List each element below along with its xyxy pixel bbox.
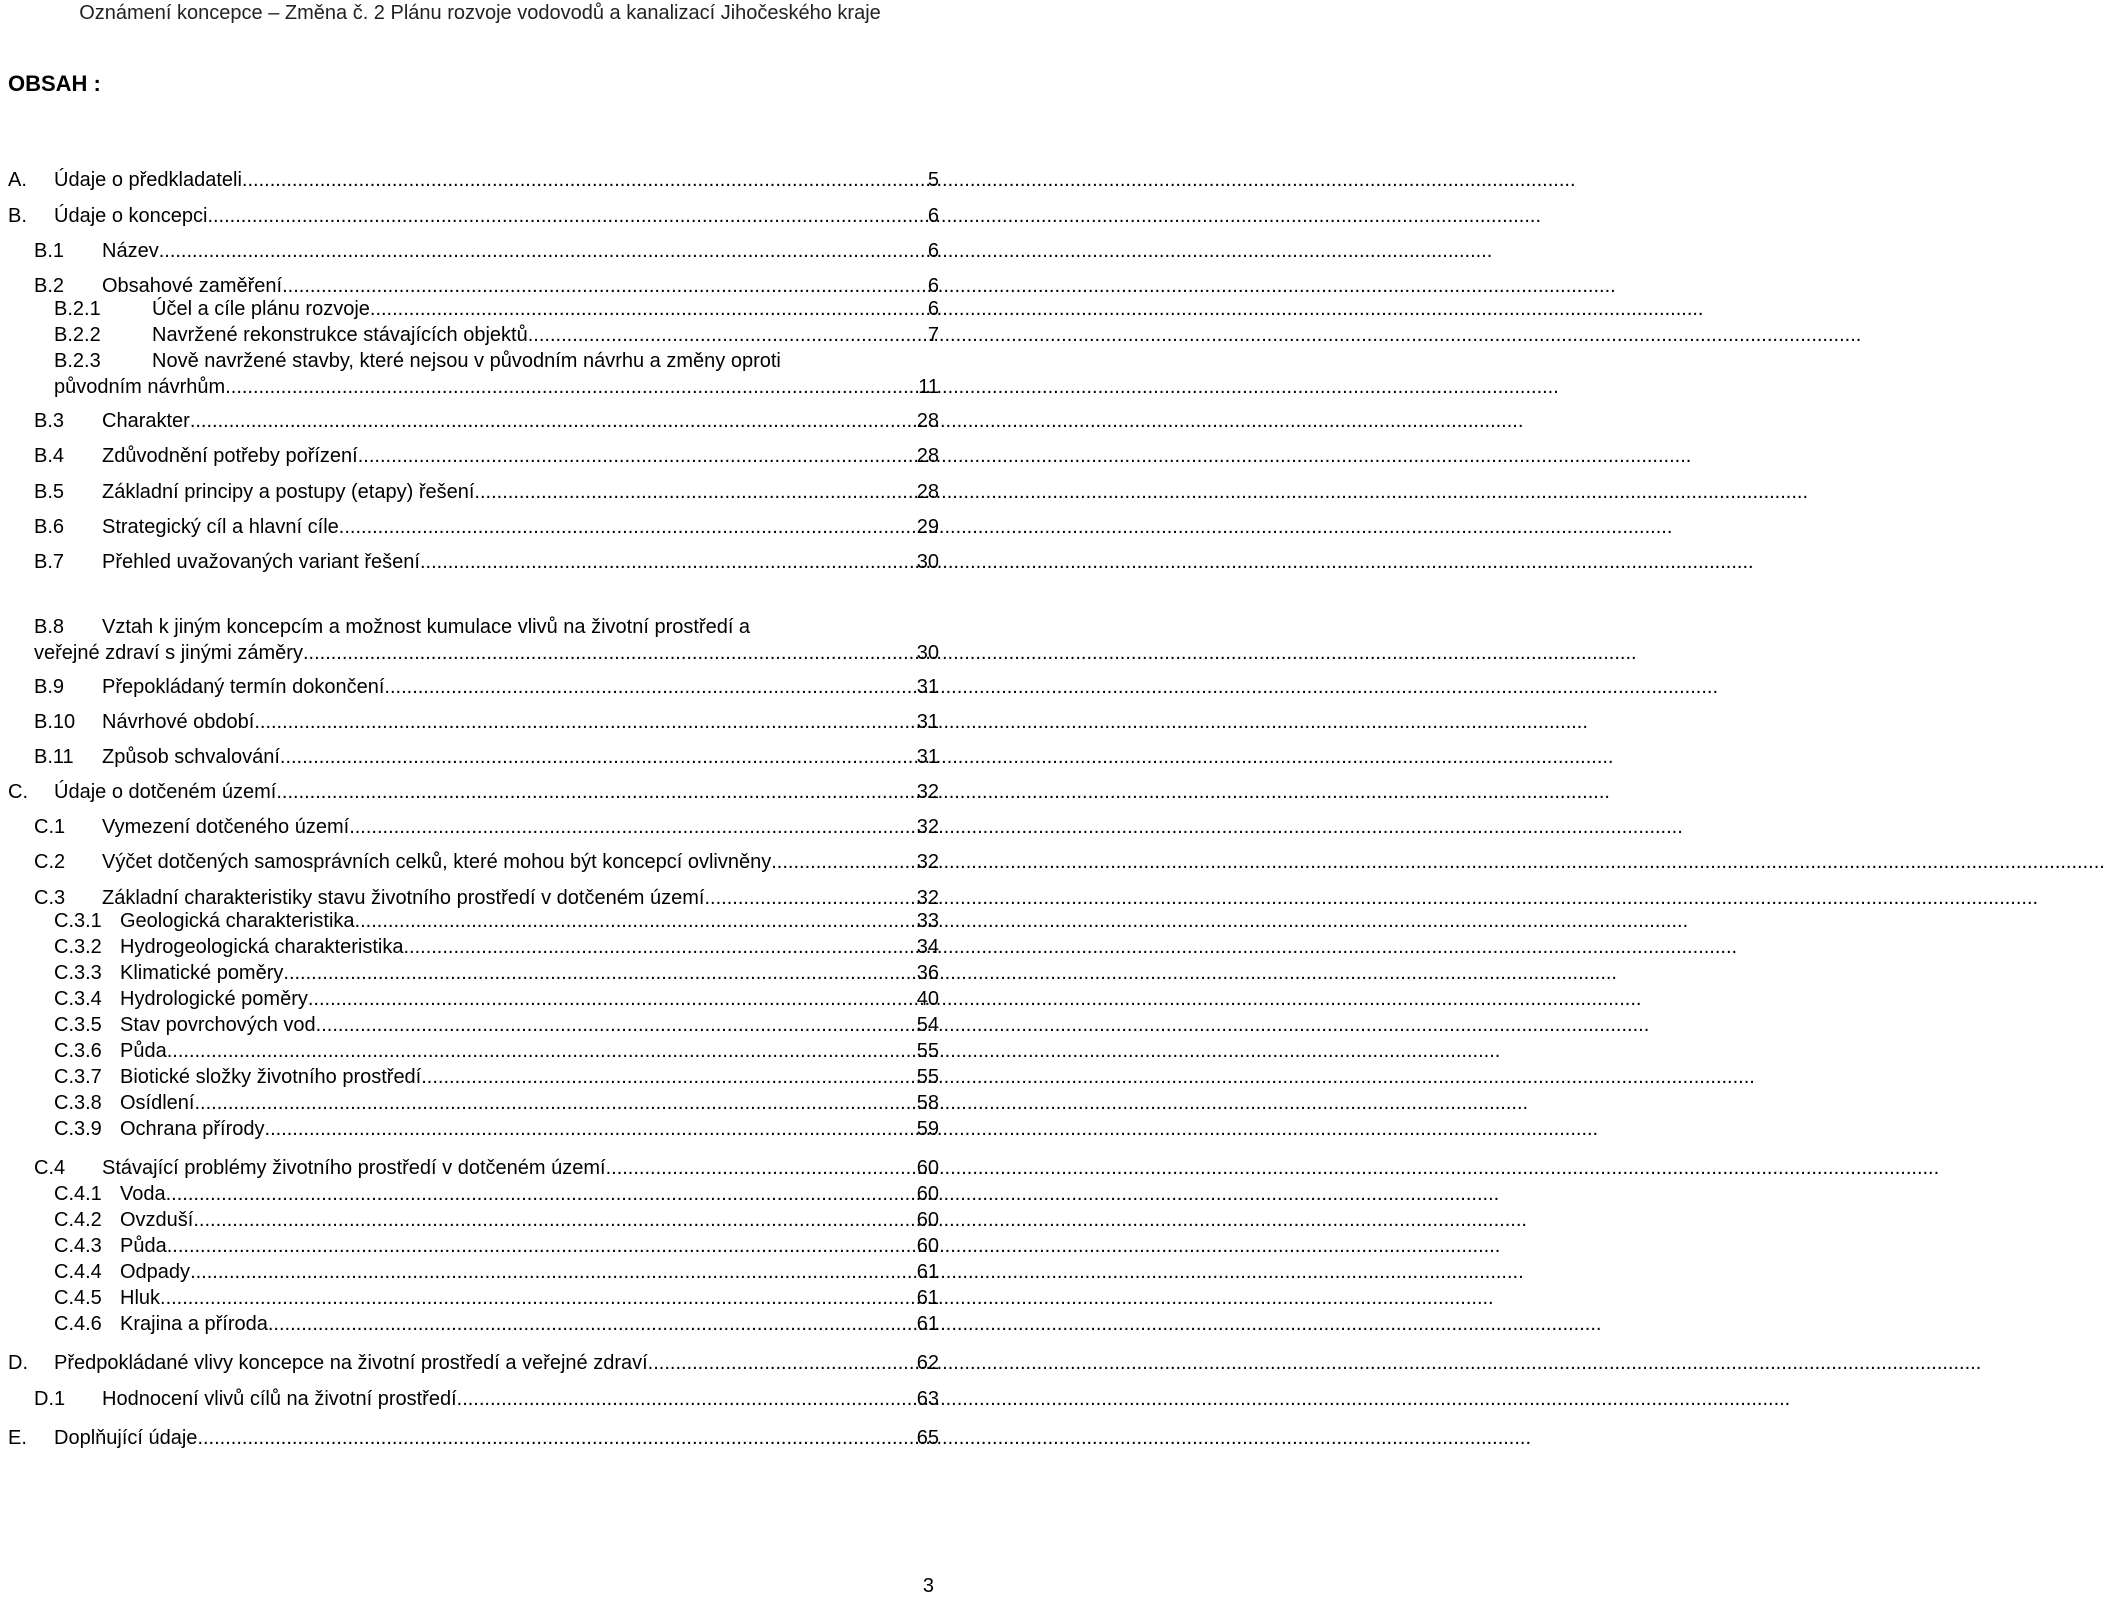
toc-entry[interactable]: [102, 1155, 939, 1181]
toc-number[interactable]: B.: [8, 205, 27, 227]
leader-dots: [474, 479, 916, 505]
toc-title[interactable]: Půda: [120, 1235, 167, 1257]
toc-title[interactable]: Účel a cíle plánu rozvoje: [152, 298, 370, 320]
toc-page[interactable]: 60: [916, 1183, 939, 1205]
toc-entry[interactable]: [152, 322, 939, 348]
toc-entry[interactable]: [102, 1386, 939, 1412]
toc-title[interactable]: Údaje o předkladateli: [54, 169, 242, 191]
toc-number[interactable]: C.4: [34, 1157, 66, 1179]
toc-page[interactable]: 60: [916, 1209, 939, 1231]
leader-dots: [225, 374, 918, 400]
toc-number[interactable]: B.3: [34, 410, 65, 432]
toc-title[interactable]: Návrhové období: [102, 711, 255, 733]
toc-page[interactable]: 63: [916, 1388, 939, 1410]
toc-page[interactable]: 36: [916, 962, 939, 984]
leader-dots: [370, 296, 928, 322]
toc-title[interactable]: Přepokládaný termín dokončení: [102, 676, 385, 698]
leader-dots: [268, 1311, 917, 1337]
toc-title[interactable]: Vztah k jiným koncepcím a možnost kumulace vlivů na životní prostředí a: [102, 616, 751, 638]
table-of-contents: [0, 0, 960, 1608]
toc-number[interactable]: C.3.2: [54, 936, 102, 958]
toc-entry[interactable]: [120, 1116, 939, 1142]
toc-page[interactable]: 33: [916, 910, 939, 932]
toc-entry[interactable]: [54, 1425, 939, 1451]
toc-title[interactable]: Hodnocení vlivů cílů na životní prostředí: [102, 1388, 457, 1410]
toc-title[interactable]: Údaje o koncepci: [54, 205, 208, 227]
toc-number[interactable]: B.6: [34, 516, 65, 538]
leader-dots: [457, 1386, 917, 1412]
toc-entry[interactable]: [102, 408, 939, 434]
toc-title[interactable]: Biotické složky životního prostředí: [120, 1066, 422, 1088]
toc-page[interactable]: 32: [916, 816, 939, 838]
toc-number[interactable]: B.1: [34, 240, 65, 262]
leader-dots: [194, 1090, 916, 1116]
toc-page[interactable]: 31: [916, 676, 939, 698]
toc-entry[interactable]: [120, 1038, 939, 1064]
toc-title[interactable]: Předpokládané vlivy koncepce na životní prostředí a veřejné zdraví: [54, 1352, 648, 1374]
toc-title[interactable]: Způsob schvalování: [102, 746, 280, 768]
toc-entry[interactable]: [54, 167, 939, 193]
leader-dots: [421, 1064, 917, 1090]
toc-page[interactable]: 5: [927, 169, 939, 191]
leader-dots: [303, 640, 917, 666]
toc-title[interactable]: Hydrogeologická charakteristika: [120, 936, 404, 958]
toc-title[interactable]: Ochrana přírody: [120, 1118, 265, 1140]
toc-number[interactable]: C.: [8, 781, 28, 803]
toc-number[interactable]: B.8: [34, 616, 65, 638]
toc-title[interactable]: Přehled uvažovaných variant řešení: [102, 551, 420, 573]
toc-entry[interactable]: [102, 744, 939, 770]
toc-page[interactable]: 32: [916, 781, 939, 803]
toc-page[interactable]: 28: [916, 481, 939, 503]
toc-title[interactable]: Nově navržené stavby, které nejsou v původním návrhu a změny oproti: [152, 350, 781, 372]
toc-title[interactable]: Základní principy a postupy (etapy) řešení: [102, 481, 475, 503]
toc-title[interactable]: Výčet dotčených samosprávních celků, které mohou být koncepcí ovlivněny: [102, 851, 772, 873]
contents-heading: OBSAH :: [8, 71, 101, 96]
toc-number[interactable]: C.4.3: [54, 1235, 102, 1257]
toc-title[interactable]: Stav povrchových vod: [120, 1014, 316, 1036]
toc-number[interactable]: D.: [8, 1352, 28, 1374]
toc-page[interactable]: 55: [916, 1040, 939, 1062]
leader-dots: [384, 674, 916, 700]
toc-number[interactable]: B.11: [34, 746, 74, 768]
toc-page[interactable]: 60: [916, 1235, 939, 1257]
leader-dots: [358, 443, 917, 469]
leader-dots: [355, 908, 917, 934]
toc-entry[interactable]: [54, 1350, 939, 1376]
toc-page[interactable]: 31: [916, 746, 939, 768]
toc-entry[interactable]: [34, 640, 939, 666]
toc-entry[interactable]: [54, 203, 939, 229]
toc-title[interactable]: Voda: [120, 1183, 166, 1205]
toc-number[interactable]: C.3.1: [54, 910, 102, 932]
toc-page[interactable]: 62: [916, 1352, 939, 1374]
toc-title[interactable]: Název: [102, 240, 159, 262]
toc-page[interactable]: 61: [916, 1287, 939, 1309]
toc-title[interactable]: Geologická charakteristika: [120, 910, 355, 932]
toc-title[interactable]: Osídlení: [120, 1092, 195, 1114]
toc-entry[interactable]: [120, 934, 939, 960]
leader-dots: [308, 986, 917, 1012]
toc-number[interactable]: B.7: [34, 551, 65, 573]
toc-number[interactable]: B.2.2: [54, 324, 101, 346]
toc-entry[interactable]: [120, 1259, 939, 1285]
toc-number[interactable]: C.3.3: [54, 962, 102, 984]
toc-number[interactable]: E.: [8, 1427, 27, 1449]
toc-page[interactable]: 61: [916, 1313, 939, 1335]
toc-page[interactable]: 11: [918, 376, 939, 398]
toc-page[interactable]: 31: [916, 711, 939, 733]
toc-entry[interactable]: [120, 1233, 939, 1259]
leader-dots: [403, 934, 916, 960]
toc-title[interactable]: Hluk: [120, 1287, 161, 1309]
toc-title[interactable]: Strategický cíl a hlavní cíle: [102, 516, 339, 538]
leader-dots: [167, 1038, 917, 1064]
leader-dots: [254, 709, 916, 735]
leader-dots: [159, 238, 928, 264]
toc-number[interactable]: C.3: [34, 887, 66, 909]
leader-dots: [283, 960, 916, 986]
leader-dots: [339, 514, 917, 540]
toc-title[interactable]: Navržené rekonstrukce stávajících objektů: [152, 324, 528, 346]
leader-dots: [276, 779, 916, 805]
toc-page[interactable]: 55: [916, 1066, 939, 1088]
leader-dots: [606, 1155, 917, 1181]
running-header: Oznámení koncepce – Změna č. 2 Plánu rozvoje vodovodů a kanalizací Jihočeského kraje: [79, 2, 881, 24]
toc-title[interactable]: Půda: [120, 1040, 167, 1062]
toc-entry[interactable]: [102, 514, 939, 540]
toc-number[interactable]: C.3.4: [54, 988, 102, 1010]
toc-entry[interactable]: [102, 709, 939, 735]
toc-number[interactable]: C.4.6: [54, 1313, 102, 1335]
toc-number[interactable]: B.2: [34, 275, 65, 297]
toc-page[interactable]: 40: [916, 988, 939, 1010]
toc-number[interactable]: C.3.8: [54, 1092, 102, 1114]
toc-title[interactable]: Obsahové zaměření: [102, 275, 283, 297]
leader-dots: [197, 1425, 916, 1451]
toc-entry[interactable]: [152, 296, 939, 322]
toc-number[interactable]: C.1: [34, 816, 66, 838]
toc-number[interactable]: B.5: [34, 481, 65, 503]
leader-dots: [420, 549, 917, 575]
toc-title[interactable]: Hydrologické poměry: [120, 988, 308, 1010]
toc-number[interactable]: B.4: [34, 445, 65, 467]
toc-number[interactable]: B.10: [34, 711, 76, 733]
toc-entry[interactable]: [102, 443, 939, 469]
leader-dots: [648, 1350, 917, 1376]
toc-title[interactable]: Základní charakteristiky stavu životního prostředí v dotčeném území: [102, 887, 705, 909]
toc-entry[interactable]: [102, 238, 939, 264]
toc-entry[interactable]: [120, 960, 939, 986]
toc-title-continuation[interactable]: veřejné zdraví s jinými záměry: [34, 642, 303, 664]
toc-page[interactable]: 6: [927, 298, 939, 320]
leader-dots: [207, 203, 927, 229]
toc-entry[interactable]: [120, 1012, 939, 1038]
toc-entry[interactable]: [102, 674, 939, 700]
toc-entry[interactable]: [102, 814, 939, 840]
toc-title[interactable]: Údaje o dotčeném území: [54, 781, 277, 803]
toc-title[interactable]: Odpady: [120, 1261, 191, 1283]
toc-page[interactable]: 30: [916, 642, 939, 664]
leader-dots: [265, 1116, 917, 1142]
toc-page[interactable]: 59: [916, 1118, 939, 1140]
toc-entry[interactable]: [120, 1311, 939, 1337]
page-number: 3: [922, 1575, 934, 1597]
toc-page[interactable]: 34: [916, 936, 939, 958]
toc-page[interactable]: 65: [916, 1427, 939, 1449]
toc-page[interactable]: 28: [916, 410, 939, 432]
leader-dots: [160, 1285, 917, 1311]
toc-page[interactable]: 61: [916, 1261, 939, 1283]
toc-number[interactable]: C.4.1: [54, 1183, 102, 1205]
toc-entry[interactable]: [120, 908, 939, 934]
toc-entry[interactable]: [54, 779, 939, 805]
toc-entry[interactable]: [102, 479, 939, 505]
toc-number[interactable]: B.9: [34, 676, 65, 698]
toc-entry[interactable]: [102, 549, 939, 575]
toc-page[interactable]: 6: [927, 240, 939, 262]
toc-page[interactable]: 60: [916, 1157, 939, 1179]
toc-number[interactable]: B.2.1: [54, 298, 101, 320]
toc-entry[interactable]: [102, 849, 939, 875]
toc-entry[interactable]: [120, 1207, 939, 1233]
toc-title[interactable]: Ovzduší: [120, 1209, 194, 1231]
leader-dots: [316, 1012, 917, 1038]
toc-title[interactable]: Doplňující údaje: [54, 1427, 198, 1449]
toc-entry[interactable]: [54, 374, 939, 400]
toc-page[interactable]: 54: [916, 1014, 939, 1036]
toc-title[interactable]: Charakter: [102, 410, 190, 432]
leader-dots: [190, 1259, 917, 1285]
toc-number[interactable]: C.4.2: [54, 1209, 102, 1231]
toc-number[interactable]: B.2.3: [54, 350, 101, 372]
toc-number[interactable]: A.: [8, 169, 27, 191]
toc-title[interactable]: Vymezení dotčeného území: [102, 816, 350, 838]
toc-title[interactable]: Krajina a příroda: [120, 1313, 268, 1335]
toc-page[interactable]: 32: [916, 887, 939, 909]
leader-dots: [349, 814, 917, 840]
toc-entry[interactable]: [120, 1181, 939, 1207]
toc-page[interactable]: 58: [916, 1092, 939, 1114]
toc-page[interactable]: 28: [916, 445, 939, 467]
toc-number[interactable]: C.3.6: [54, 1040, 102, 1062]
leader-dots: [166, 1181, 917, 1207]
toc-title-continuation[interactable]: původním návrhům: [54, 376, 226, 398]
toc-entry[interactable]: [120, 1064, 939, 1090]
toc-number[interactable]: C.2: [34, 851, 66, 873]
leader-dots: [242, 167, 928, 193]
toc-page[interactable]: 7: [927, 324, 939, 346]
toc-page[interactable]: 6: [927, 275, 939, 297]
toc-number[interactable]: D.1: [34, 1388, 66, 1410]
leader-dots: [771, 849, 917, 875]
leader-dots: [190, 408, 917, 434]
toc-title[interactable]: Zdůvodnění potřeby pořízení: [102, 445, 358, 467]
toc-title[interactable]: Stávající problémy životního prostředí v dotčeném území: [102, 1157, 606, 1179]
toc-number[interactable]: C.3.5: [54, 1014, 102, 1036]
toc-entry[interactable]: [120, 986, 939, 1012]
toc-number[interactable]: C.3.7: [54, 1066, 102, 1088]
leader-dots: [167, 1233, 917, 1259]
leader-dots: [193, 1207, 916, 1233]
toc-number[interactable]: C.4.5: [54, 1287, 102, 1309]
toc-title[interactable]: Klimatické poměry: [120, 962, 284, 984]
toc-page[interactable]: 30: [916, 551, 939, 573]
toc-page[interactable]: 6: [927, 205, 939, 227]
toc-page[interactable]: 29: [916, 516, 939, 538]
toc-entry[interactable]: [120, 1285, 939, 1311]
leader-dots: [280, 744, 917, 770]
toc-number[interactable]: C.3.9: [54, 1118, 102, 1140]
leader-dots: [528, 322, 928, 348]
toc-number[interactable]: C.4.4: [54, 1261, 102, 1283]
toc-entry[interactable]: [120, 1090, 939, 1116]
toc-page[interactable]: 32: [916, 851, 939, 873]
